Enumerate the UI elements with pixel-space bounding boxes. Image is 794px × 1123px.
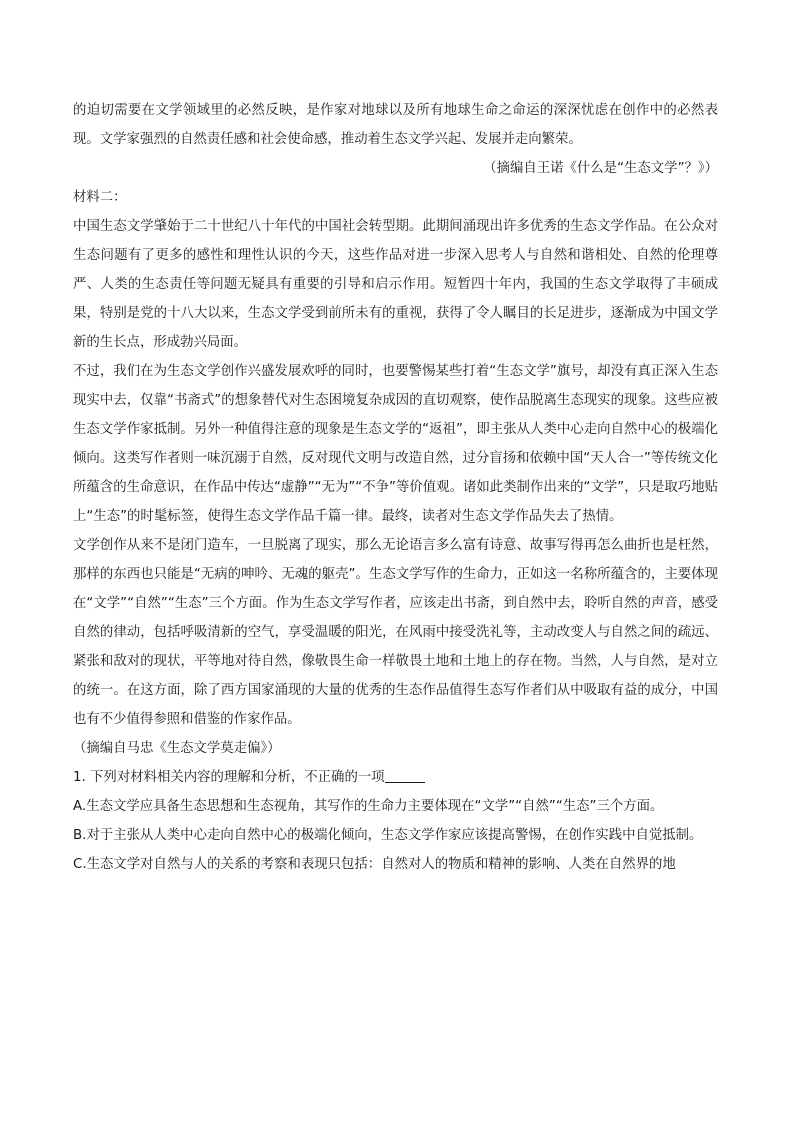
question-stem-text: 1. 下列对材料相关内容的理解和分析，不正确的一项 (73, 770, 385, 785)
material-2-paragraph-1: 中国生态文学肇始于二十世纪八十年代的中国社会转型期。此期间涌现出许多优秀的生态文学作品。在公众对生态问题有了更多的感性和理性认识的今天，这些作品对进一步深入思考人与自然和谐相处、自然的伦理尊严、人类的生态责任等问题无疑具有重要的引导和启示作用。短暂四十年内，我国的生态文学取得了丰硕成果，特别是党的十八大以来，生态文学受到前所未有的重视，获得了令人瞩目的长足进步，逐渐成为中国文学新的生长点，形成勃兴局面。 (73, 219, 718, 350)
material-2-paragraph-3: 文学创作从来不是闭门造车，一旦脱离了现实，那么无论语言多么富有诗意、故事写得再怎么曲折也是枉然，那样的东西也只能是“无病的呻吟、无魂的躯壳”。生态文学写作的生命力，正如这一名称所蕴含的，主要体现在“文学”“自然”“生态”三个方面。作为生态文学写作者，应该走出书斋，到自然中去，聆听自然的声音，感受自然的律动，包括呼吸清新的空气，享受温暖的阳光，在风雨中接受洗礼等，主动改变人与自然之间的疏远、紧张和敌对的现状，平等地对待自然，像敬畏生命一样敬畏土地和土地上的存在物。当然，人与自然，是对立的统一。在这方面，除了西方国家涌现的大量的优秀的生态作品值得生态写作者们从中吸取有益的成分，中国也有不少值得参照和借鉴的作家作品。 (73, 538, 718, 727)
material-2-paragraph-2: 不过，我们在为生态文学创作兴盛发展欢呼的同时，也要警惕某些打着“生态文学”旗号，却没有真正深入生态现实中去，仅靠“书斋式”的想象替代对生态困境复杂成因的直切观察，使作品脱离生态现实的现象。这些应被生态文学作家抵制。另外一种值得注意的现象是生态文学的“返祖”，即主张从人类中心走向自然中心的极端化倾向。这类写作者则一味沉溺于自然，反对现代文明与改造自然，过分盲扬和依赖中国“天人合一”等传统文化所蕴含的生命意识，在作品中传达“虚静”“无为”“不争”等价值观。诸如此类制作出来的“文学”，只是取巧地贴上“生态”的时髦标签，使得生态文学作品千篇一律。最终，读者对生态文学作品失去了热情。 (73, 364, 718, 524)
material-2-heading: 材料二： (73, 190, 127, 205)
document-body (73, 96, 718, 879)
option-a: A.生态文学应具备生态思想和生态视角，其写作的生命力主要体现在“文学”“自然”“生态”三个方面。 (73, 799, 664, 814)
answer-blank (385, 768, 425, 783)
source-citation-1: （摘编自王诺《什么是“生态文学”？》） (483, 161, 718, 176)
option-b: B.对于主张从人类中心走向自然中心的极端化倾向，生态文学作家应该提高警惕，在创作实践中自觉抵制。 (73, 828, 703, 843)
top-paragraph: 的迫切需要在文学领域里的必然反映，是作家对地球以及所有地球生命之命运的深深忧虑在创作中的必然表现。文学家强烈的自然责任感和社会使命感，推动着生态文学兴起、发展并走向繁荣。 (73, 103, 718, 147)
option-c: C.生态文学对自然与人的关系的考察和表现只包括：自然对人的物质和精神的影响、人类在自然界的地 (73, 857, 676, 872)
question-1-stem (73, 763, 718, 792)
source-citation-2: （摘编自马忠《生态文学莫走偏》） (73, 741, 281, 756)
